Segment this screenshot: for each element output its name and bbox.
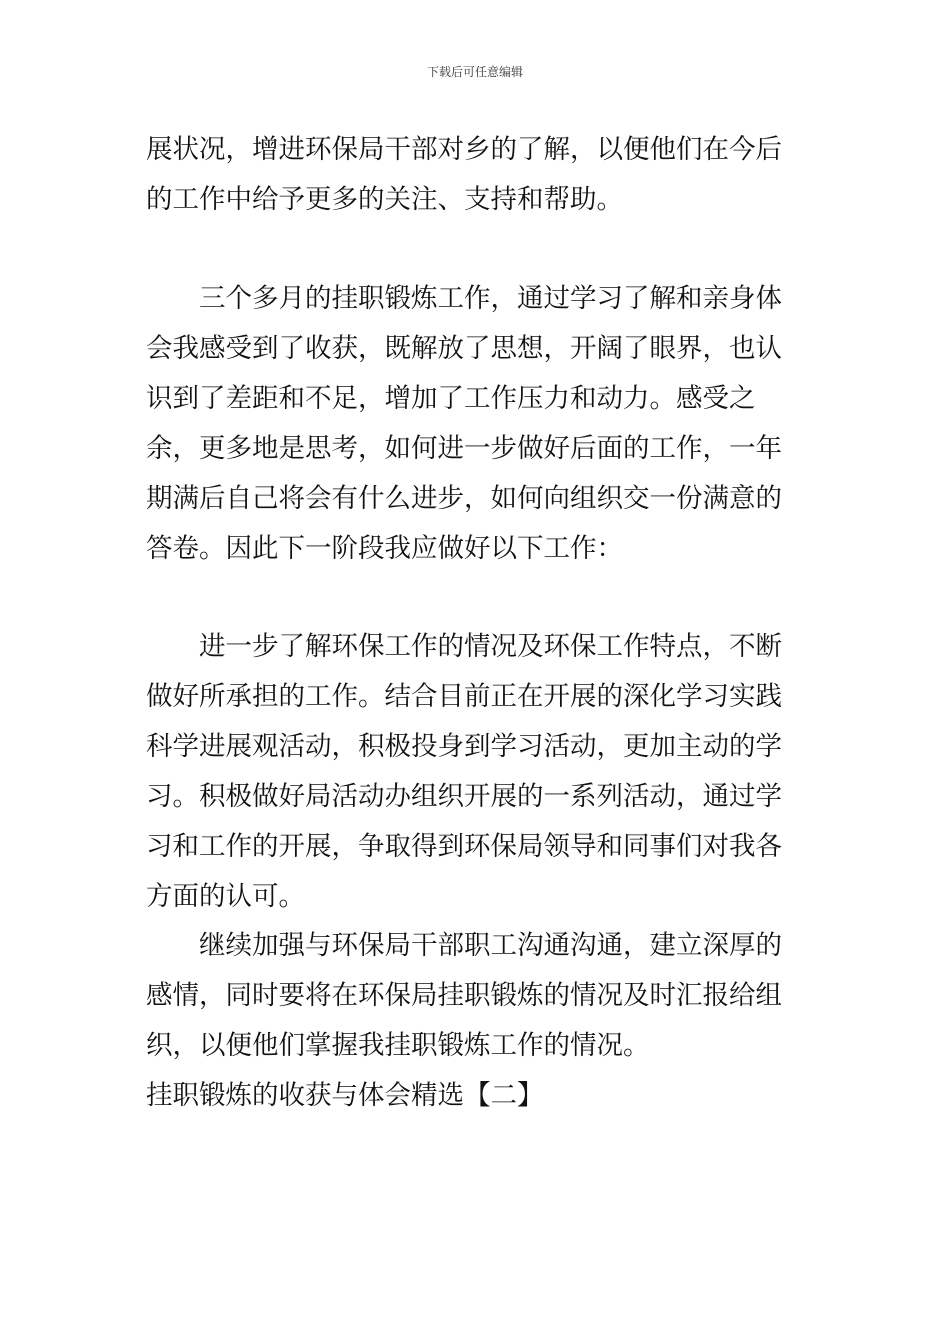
paragraph-work-plan-1: 进一步了解环保工作的情况及环保工作特点，不断做好所承担的工作。结合目前正在开展的深化学习实践科学进展观活动，积极投身到学习活动，更加主动的学习。积极做好局活动办组织开展的一系列活动，通过学习和工作的开展，争取得到环保局领导和同事们对我各方面的认可。 [146,631,782,912]
section-heading: 挂职锻炼的收获与体会精选【二】 [146,1080,544,1111]
paragraph-continuation: 展状况，增进环保局干部对乡的了解，以便他们在今后的工作中给予更多的关注、支持和帮助。 [146,134,782,215]
paragraph-work-plan-2: 继续加强与环保局干部职工沟通沟通，建立深厚的感情，同时要将在环保局挂职锻炼的情况及时汇报给组织，以便他们掌握我挂职锻炼工作的情况。 [146,930,782,1061]
header-note: 下载后可任意编辑 [426,65,523,79]
paragraph-reflection: 三个多月的挂职锻炼工作，通过学习了解和亲身体会我感受到了收获，既解放了思想，开阔了眼界，也认识到了差距和不足，增加了工作压力和动力。感受之余，更多地是思考，如何进一步做好后面的工作，一年期满后自己将会有什么进步，如何向组织交一份满意的答卷。因此下一阶段我应做好以下工作： [146,283,782,564]
